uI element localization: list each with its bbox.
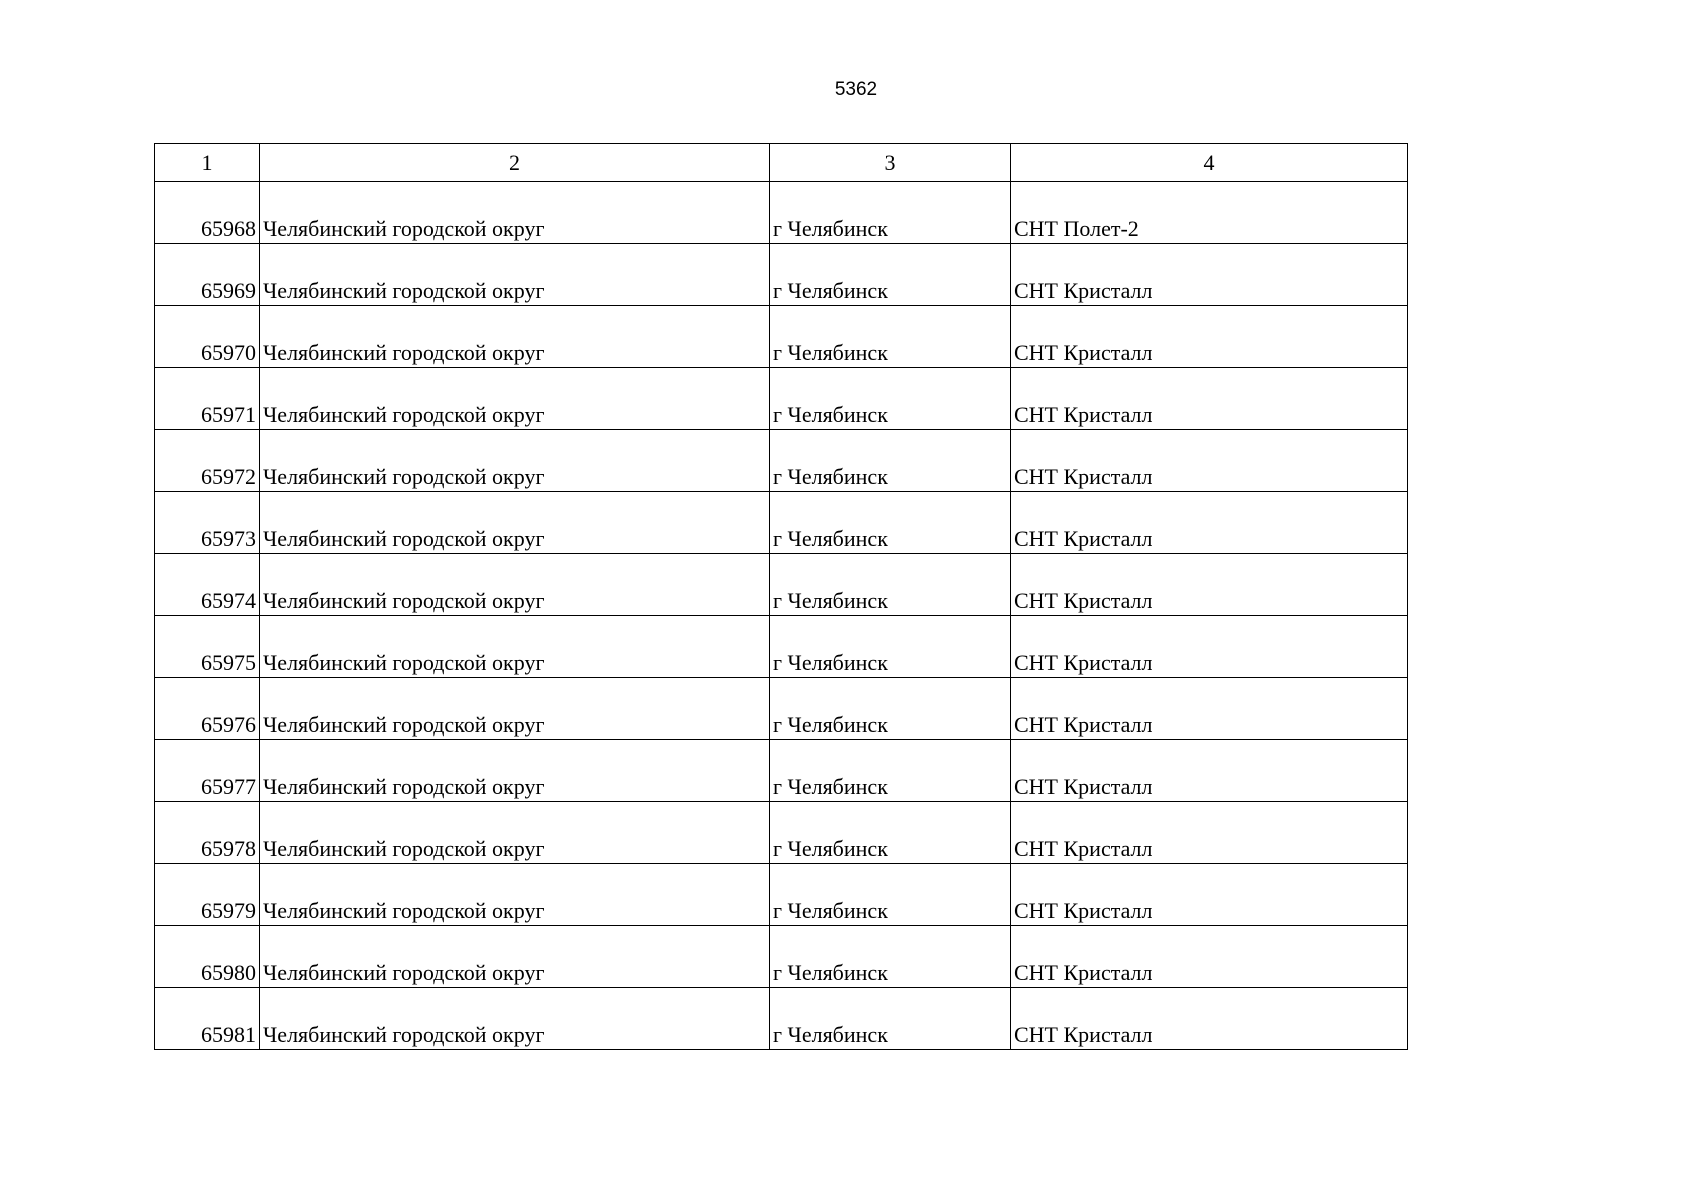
row-number-cell: 65971 xyxy=(155,368,260,430)
settlement-cell: г Челябинск xyxy=(770,306,1011,368)
settlement-cell: г Челябинск xyxy=(770,802,1011,864)
table-row xyxy=(155,182,1408,244)
municipality-cell: Челябинский городской округ xyxy=(260,678,770,740)
locality-cell: СНТ Кристалл xyxy=(1011,492,1408,554)
municipality-cell: Челябинский городской округ xyxy=(260,368,770,430)
settlement-cell: г Челябинск xyxy=(770,554,1011,616)
locality-cell: СНТ Кристалл xyxy=(1011,864,1408,926)
settlement-cell: г Челябинск xyxy=(770,492,1011,554)
municipality-cell: Челябинский городской округ xyxy=(260,244,770,306)
table-row xyxy=(155,988,1408,1050)
municipality-cell: Челябинский городской округ xyxy=(260,926,770,988)
page-number: 5362 xyxy=(834,79,878,100)
settlement-cell: г Челябинск xyxy=(770,368,1011,430)
settlement-cell: г Челябинск xyxy=(770,182,1011,244)
row-number-cell: 65974 xyxy=(155,554,260,616)
settlement-cell: г Челябинск xyxy=(770,430,1011,492)
municipality-cell: Челябинский городской округ xyxy=(260,492,770,554)
municipality-cell: Челябинский городской округ xyxy=(260,306,770,368)
municipality-cell: Челябинский городской округ xyxy=(260,988,770,1050)
row-number-cell: 65977 xyxy=(155,740,260,802)
settlement-cell: г Челябинск xyxy=(770,926,1011,988)
municipality-cell: Челябинский городской округ xyxy=(260,554,770,616)
municipality-cell: Челябинский городской округ xyxy=(260,740,770,802)
table-row xyxy=(155,864,1408,926)
table-header xyxy=(155,144,1408,182)
settlement-cell: г Челябинск xyxy=(770,616,1011,678)
column-header: 4 xyxy=(1011,144,1408,182)
settlement-cell: г Челябинск xyxy=(770,244,1011,306)
settlement-cell: г Челябинск xyxy=(770,740,1011,802)
locality-cell: СНТ Кристалл xyxy=(1011,802,1408,864)
table-row xyxy=(155,368,1408,430)
settlement-cell: г Челябинск xyxy=(770,864,1011,926)
locality-cell: СНТ Кристалл xyxy=(1011,244,1408,306)
row-number-cell: 65973 xyxy=(155,492,260,554)
table-row xyxy=(155,244,1408,306)
table-row xyxy=(155,802,1408,864)
column-header: 1 xyxy=(155,144,260,182)
locality-cell: СНТ Кристалл xyxy=(1011,306,1408,368)
municipality-cell: Челябинский городской округ xyxy=(260,864,770,926)
row-number-cell: 65981 xyxy=(155,988,260,1050)
table-row xyxy=(155,554,1408,616)
locality-cell: СНТ Полет-2 xyxy=(1011,182,1408,244)
locality-cell: СНТ Кристалл xyxy=(1011,430,1408,492)
row-number-cell: 65975 xyxy=(155,616,260,678)
municipality-cell: Челябинский городской округ xyxy=(260,616,770,678)
settlement-cell: г Челябинск xyxy=(770,678,1011,740)
column-header: 3 xyxy=(770,144,1011,182)
row-number-cell: 65976 xyxy=(155,678,260,740)
locality-cell: СНТ Кристалл xyxy=(1011,616,1408,678)
locality-cell: СНТ Кристалл xyxy=(1011,988,1408,1050)
locality-cell: СНТ Кристалл xyxy=(1011,554,1408,616)
table-row xyxy=(155,678,1408,740)
row-number-cell: 65978 xyxy=(155,802,260,864)
municipality-cell: Челябинский городской округ xyxy=(260,182,770,244)
locality-cell: СНТ Кристалл xyxy=(1011,368,1408,430)
locality-cell: СНТ Кристалл xyxy=(1011,678,1408,740)
row-number-cell: 65972 xyxy=(155,430,260,492)
row-number-cell: 65980 xyxy=(155,926,260,988)
locality-cell: СНТ Кристалл xyxy=(1011,926,1408,988)
row-number-cell: 65968 xyxy=(155,182,260,244)
row-number-cell: 65979 xyxy=(155,864,260,926)
row-number-cell: 65969 xyxy=(155,244,260,306)
table-row xyxy=(155,492,1408,554)
register-table xyxy=(154,143,1408,1050)
settlement-cell: г Челябинск xyxy=(770,988,1011,1050)
municipality-cell: Челябинский городской округ xyxy=(260,430,770,492)
table-row xyxy=(155,306,1408,368)
table-row xyxy=(155,430,1408,492)
municipality-cell: Челябинский городской округ xyxy=(260,802,770,864)
column-header: 2 xyxy=(260,144,770,182)
table-body xyxy=(155,182,1408,1050)
table-row xyxy=(155,740,1408,802)
table-row xyxy=(155,926,1408,988)
header-row xyxy=(155,144,1408,182)
row-number-cell: 65970 xyxy=(155,306,260,368)
table-row xyxy=(155,616,1408,678)
locality-cell: СНТ Кристалл xyxy=(1011,740,1408,802)
